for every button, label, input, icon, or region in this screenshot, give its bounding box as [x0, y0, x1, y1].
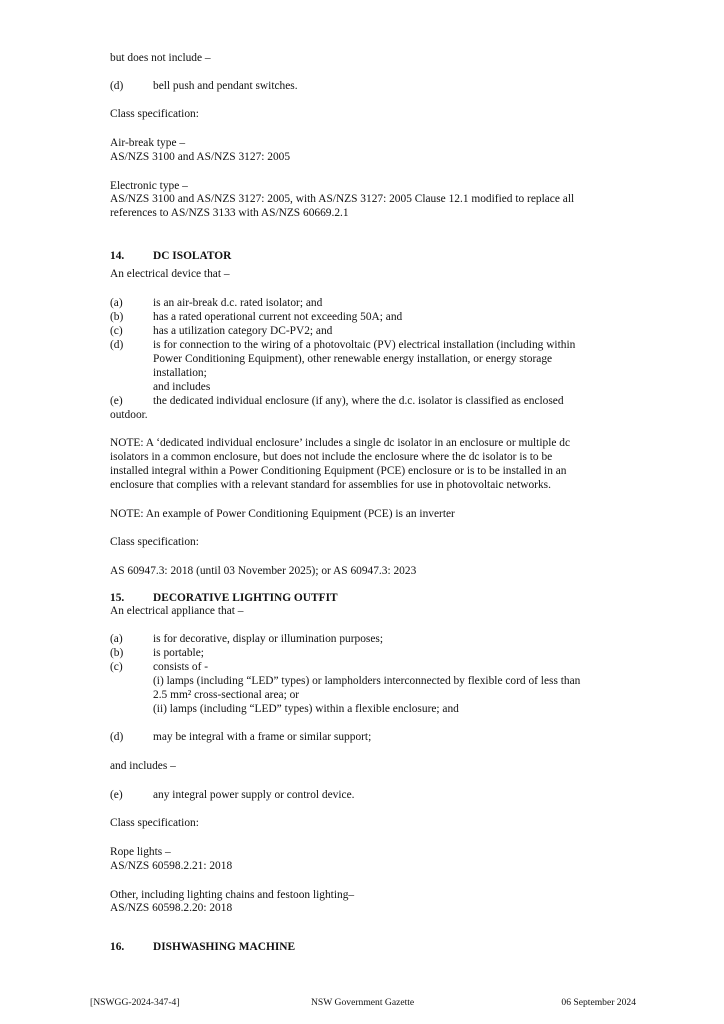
- item-text: is an air-break d.c. rated isolator; and: [153, 297, 323, 309]
- footer-date: 06 September 2024: [561, 997, 636, 1008]
- section-number: 15.: [110, 592, 125, 604]
- item-text-continued: Power Conditioning Equipment), other renewable energy installation, or energy storage: [153, 353, 553, 365]
- note-line: enclosure that complies with a relevant standard for assemblies for use in photovoltaic networks.: [110, 479, 551, 491]
- note-line: isolators in a common enclosure, but does not include the enclosure where the dc isolator is to be: [110, 451, 553, 463]
- item-text-continued: installation;: [153, 367, 207, 379]
- item-label: (d): [110, 339, 124, 351]
- sub-item-text: 2.5 mm² cross-sectional area; or: [153, 689, 300, 701]
- electronic-standard-line1: AS/NZS 3100 and AS/NZS 3127: 2005, with AS/NZS 3127: 2005 Clause 12.1 modified to replace all: [110, 193, 575, 205]
- item-label: (b): [110, 311, 124, 323]
- air-break-label: Air-break type –: [110, 137, 186, 149]
- item-text: is for decorative, display or illumination purposes;: [153, 633, 383, 645]
- item-label: (d): [110, 731, 124, 743]
- item-label: (c): [110, 325, 123, 337]
- electronic-label: Electronic type –: [110, 180, 188, 192]
- class-spec-label: Class specification:: [110, 108, 199, 120]
- rope-lights-standard: AS/NZS 60598.2.21: 2018: [110, 860, 233, 872]
- section-number: 14.: [110, 250, 125, 262]
- standard-text: AS 60947.3: 2018 (until 03 November 2025); or AS 60947.3: 2023: [110, 565, 417, 577]
- item-text: bell push and pendant switches.: [153, 80, 298, 92]
- item-text: has a utilization category DC-PV2; and: [153, 325, 333, 337]
- air-break-standard: AS/NZS 3100 and AS/NZS 3127: 2005: [110, 151, 291, 163]
- item-label: (a): [110, 297, 123, 309]
- item-text: consists of -: [153, 661, 209, 673]
- note-line: NOTE: A ‘dedicated individual enclosure’ includes a single dc isolator in an enclosure or multiple dc: [110, 437, 571, 449]
- and-includes: and includes: [153, 381, 211, 393]
- item-text: is for connection to the wiring of a photovoltaic (PV) electrical installation (including within: [153, 339, 576, 351]
- exclusion-intro: but does not include –: [110, 52, 211, 64]
- item-label: (e): [110, 789, 123, 801]
- section-intro: An electrical device that –: [110, 268, 230, 280]
- other-lighting-label: Other, including lighting chains and festoon lighting–: [110, 889, 355, 901]
- item-text: is portable;: [153, 647, 204, 659]
- rope-lights-label: Rope lights –: [110, 846, 171, 858]
- section-heading: DC ISOLATOR: [153, 250, 232, 262]
- class-spec-label: Class specification:: [110, 536, 199, 548]
- section-heading: DECORATIVE LIGHTING OUTFIT: [153, 592, 338, 604]
- and-includes: and includes –: [110, 760, 176, 772]
- item-label: (b): [110, 647, 124, 659]
- section-intro: An electrical appliance that –: [110, 605, 244, 617]
- other-lighting-standard: AS/NZS 60598.2.20: 2018: [110, 902, 233, 914]
- class-spec-label: Class specification:: [110, 817, 199, 829]
- note-line: installed integral within a Power Conditioning Equipment (PCE) enclosure or is to be installed in an: [110, 465, 567, 477]
- item-text: has a rated operational current not exceeding 50A; and: [153, 311, 403, 323]
- item-text: any integral power supply or control device.: [153, 789, 355, 801]
- item-text: the dedicated individual enclosure (if any), where the d.c. isolator is classified as enclosed: [153, 395, 564, 407]
- sub-item-text: (i) lamps (including “LED” types) or lampholders interconnected by flexible cord of less than: [153, 675, 581, 687]
- electronic-standard-line2: references to AS/NZS 3133 with AS/NZS 60669.2.1: [110, 207, 349, 219]
- item-label: (a): [110, 633, 123, 645]
- note-pce: NOTE: An example of Power Conditioning Equipment (PCE) is an inverter: [110, 508, 455, 520]
- footer-reference: [NSWGG-2024-347-4]: [90, 997, 180, 1008]
- item-label: (c): [110, 661, 123, 673]
- footer-publication: NSW Government Gazette: [311, 997, 415, 1008]
- item-text: may be integral with a frame or similar support;: [153, 731, 372, 743]
- item-text-continued: outdoor.: [110, 409, 148, 421]
- section-number: 16.: [110, 941, 125, 953]
- item-label: (d): [110, 80, 124, 92]
- section-heading: DISHWASHING MACHINE: [153, 941, 296, 953]
- sub-item-text: (ii) lamps (including “LED” types) within a flexible enclosure; and: [153, 703, 459, 715]
- item-label: (e): [110, 395, 123, 407]
